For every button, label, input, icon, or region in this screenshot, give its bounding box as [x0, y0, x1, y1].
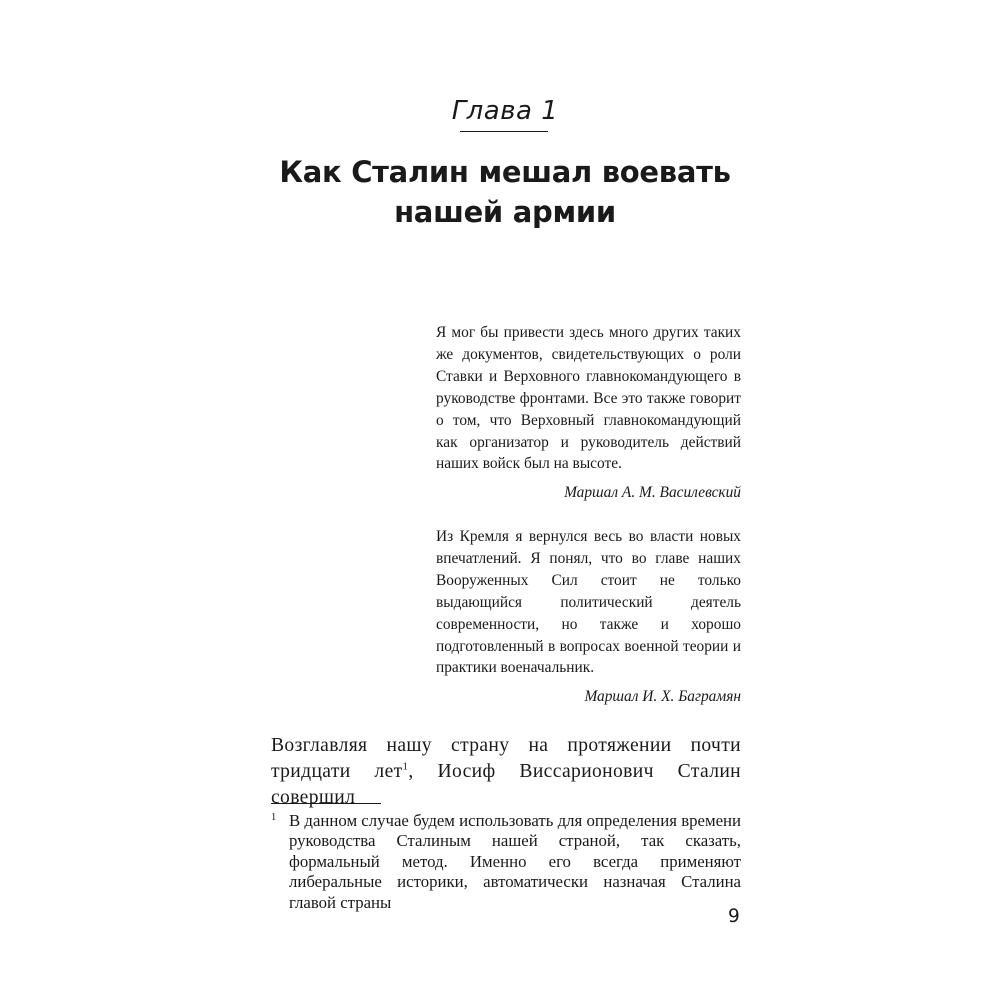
chapter-label: Глава 1 — [451, 96, 559, 126]
chapter-title — [0, 152, 1000, 232]
page-number: 9 — [728, 906, 740, 927]
footnote-text: В данном случае будем использовать для определения времени руководства Сталиным нашей страной, так сказать, формальный метод. Именно его всегда применяют либеральные историки, автоматически назначая Сталина главой страны — [289, 811, 741, 912]
epigraph-bagramyan — [436, 526, 741, 679]
footnote — [271, 811, 741, 913]
chapter-rule — [460, 131, 548, 132]
epigraph-attribution-vasilevsky: Маршал А. М. Василевский — [564, 484, 741, 501]
epigraph-text: Из Кремля я вернулся весь во власти новых впечатлений. Я понял, что во главе наших Вооруженных Сил стоит не только выдающийся политический деятель современности, но также и хорошо подготовленный в вопросах военной теории и практики военачальник. — [436, 528, 741, 677]
body-paragraph — [271, 733, 741, 811]
epigraph-vasilevsky — [436, 322, 741, 475]
body-text-end: , Иосиф Виссарионович Сталин совершил — [271, 761, 741, 808]
epigraph-text: Я мог бы привести здесь много других таких же документов, свидетельствующих о роли Ставки и Верховного главнокомандующего в руководстве фронтами. Все это также говорит о том, что Верховный главнокомандующий как организатор и руководитель действий наших войск был на высоте. — [436, 324, 741, 473]
footnote-marker: 1 — [271, 812, 277, 823]
epigraph-attribution-bagramyan: Маршал И. Х. Баграмян — [584, 688, 741, 705]
chapter-title-line-2: нашей армии — [394, 195, 616, 229]
footnote-reference[interactable]: 1 — [402, 760, 409, 773]
chapter-title-line-1: Как Сталин мешал воевать — [279, 155, 731, 189]
footnote-rule — [271, 803, 381, 804]
body-text-start: Возглавляя нашу страну на протяжении почти тридцати лет — [271, 735, 741, 782]
